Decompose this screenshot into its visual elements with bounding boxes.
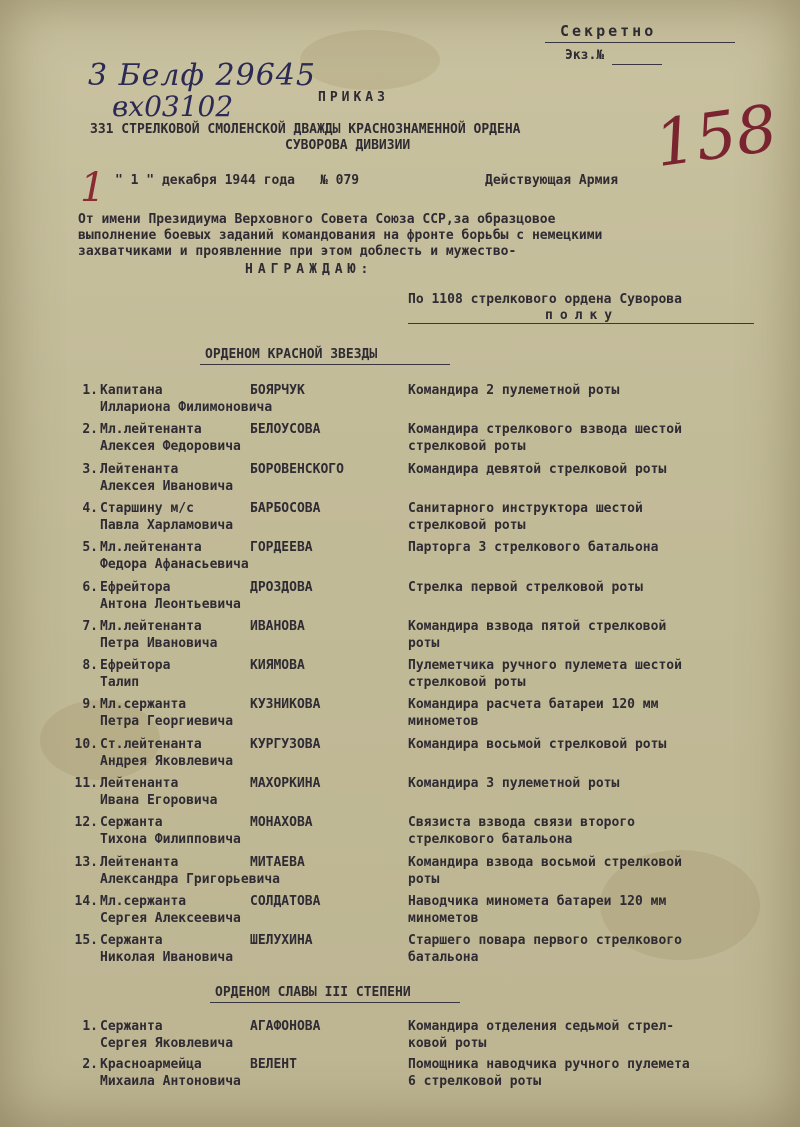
award-entry <box>0 580 800 620</box>
entry-rank: Ефрейтора <box>100 579 171 595</box>
entry-surname: СОЛДАТОВА <box>250 893 321 909</box>
entry-given-names: Петра Ивановича <box>100 635 218 651</box>
entry-position-line-2: роты <box>408 871 440 887</box>
order-date: " 1 " декабря 1944 года <box>115 173 296 188</box>
entry-position-line-2: роты <box>408 635 440 651</box>
entry-position-line-1: Пулеметчика ручного пулемета шестой <box>408 658 682 674</box>
entry-position-line-1: Связиста взвода связи второго <box>408 815 635 831</box>
entry-number: 1. <box>82 383 98 398</box>
award-entry <box>0 422 800 462</box>
entry-number: 15. <box>74 933 98 949</box>
preamble-line: выполнение боевых заданий командования на фронте борьбы с немецкими <box>78 228 603 243</box>
entry-number: 13. <box>74 854 98 870</box>
preamble-line: захватчиками и проявленние при этом доблесть и мужество- <box>78 244 517 259</box>
entry-number: 5. <box>82 540 98 556</box>
entry-given-names: Талип <box>100 675 140 691</box>
entry-given-names: Михаила Антоновича <box>100 1074 241 1089</box>
entry-position-line-2: батальона <box>408 950 479 966</box>
entry-position-line-1: Старшего повара первого стрелкового <box>408 933 682 949</box>
entry-surname: ШЕЛУХИНА <box>250 933 313 949</box>
entry-position-line-1: Санитарного инструктора шестой <box>408 500 643 516</box>
entry-rank: Сержанта <box>100 1019 163 1034</box>
award-entry <box>0 383 800 423</box>
award-entry <box>0 619 800 659</box>
entry-surname: МАХОРКИНА <box>250 776 321 791</box>
award-entry <box>0 540 800 580</box>
entry-surname: МИТАЕВА <box>250 854 305 870</box>
award-entry <box>0 1019 800 1059</box>
entry-surname: ДРОЗДОВА <box>250 579 313 595</box>
award-entry <box>0 933 800 973</box>
entry-number: 2. <box>82 422 98 438</box>
entry-number: 8. <box>82 658 98 674</box>
entry-position-line-1: Командира 2 пулеметной роты <box>408 383 620 398</box>
entry-surname: БОЯРЧУК <box>250 383 305 398</box>
secret-label: Секретно <box>560 22 657 40</box>
entry-number: 3. <box>82 461 98 477</box>
entry-surname: МОНАХОВА <box>250 815 313 831</box>
entry-rank: Сержанта <box>100 815 163 831</box>
section-underline <box>210 1002 460 1003</box>
entry-surname: ВЕЛЕНТ <box>250 1057 297 1072</box>
handwritten-page-number: 158 <box>650 91 782 183</box>
entry-given-names: Алексея Федоровича <box>100 439 241 455</box>
entry-position-line-2: минометов <box>408 910 479 926</box>
entry-given-names: Федора Афанасьевича <box>100 557 249 573</box>
entry-position-line-2: 6 стрелковой роты <box>408 1074 542 1089</box>
handwritten-incoming-number: вх03102 <box>112 90 234 123</box>
secret-underline <box>545 42 735 43</box>
entry-position-line-1: Командира расчета батареи 120 мм <box>408 697 659 713</box>
entry-given-names: Андрея Яковлевича <box>100 753 234 769</box>
entry-position-line-1: Помощника наводчика ручного пулемета <box>408 1057 690 1072</box>
entry-number: 1. <box>82 1019 98 1034</box>
entry-position-line-2: минометов <box>408 714 479 730</box>
regiment-line-1: По 1108 стрелкового ордена Суворова <box>408 292 682 307</box>
award-entry <box>0 815 800 855</box>
preamble-line: От имени Президиума Верховного Совета Союза ССР,за образцовое <box>78 212 556 227</box>
entry-surname: КИЯМОВА <box>250 658 305 674</box>
entry-position-line-1: Командира 3 пулеметной роты <box>408 776 620 791</box>
entry-position-line-2: стрелковой роты <box>408 439 526 455</box>
entry-surname: КУРГУЗОВА <box>250 736 321 752</box>
entry-position-line-1: Командира девятой стрелковой роты <box>408 461 667 477</box>
entry-rank: Мл.сержанта <box>100 697 187 713</box>
entry-surname: БОРОВЕНСКОГО <box>250 461 344 477</box>
award-entry <box>0 462 800 502</box>
order-location: Действующая Армия <box>485 173 619 188</box>
regiment-underline <box>408 323 754 324</box>
award-entry <box>0 737 800 777</box>
entry-given-names: Сергея Яковлевича <box>100 1036 234 1051</box>
entry-given-names: Павла Харламовича <box>100 517 234 533</box>
entry-rank: Мл.лейтенанта <box>100 422 202 438</box>
entry-position-line-2: стрелкового батальона <box>408 832 573 848</box>
entry-number: 2. <box>82 1057 98 1072</box>
award-entry <box>0 501 800 541</box>
award-entry <box>0 658 800 698</box>
award-heading: НАГРАЖДАЮ: <box>245 262 374 277</box>
entry-given-names: Ивана Егоровича <box>100 793 218 808</box>
entry-rank: Мл.лейтенанта <box>100 540 202 556</box>
entry-surname: АГАФОНОВА <box>250 1019 321 1034</box>
entry-surname: ГОРДЕЕВА <box>250 540 313 556</box>
entry-position-line-1: Командира взвода восьмой стрелковой <box>408 854 682 870</box>
entry-position-line-2: стрелковой роты <box>408 675 526 691</box>
entry-surname: ИВАНОВА <box>250 618 305 634</box>
division-line-1: 331 СТРЕЛКОВОЙ СМОЛЕНСКОЙ ДВАЖДЫ КРАСНОЗНАМЕННОЙ ОРДЕНА <box>90 122 521 137</box>
entry-number: 7. <box>82 618 98 634</box>
entry-given-names: Тихона Филипповича <box>100 832 241 848</box>
entry-number: 10. <box>74 736 98 752</box>
entry-given-names: Александра Григорьевича <box>100 871 281 887</box>
entry-rank: Лейтенанта <box>100 461 179 477</box>
entry-position-line-1: Командира стрелкового взвода шестой <box>408 422 682 438</box>
award-entry <box>0 697 800 737</box>
award-entry <box>0 1057 800 1097</box>
entry-number: 6. <box>82 579 98 595</box>
entry-rank: Ст.лейтенанта <box>100 736 202 752</box>
order-title: ПРИКАЗ <box>318 90 389 105</box>
entry-number: 4. <box>82 500 98 516</box>
entry-given-names: Иллариона Филимоновича <box>100 400 273 415</box>
division-line-2: СУВОРОВА ДИВИЗИИ <box>285 138 411 153</box>
entry-position-line-2: ковой роты <box>408 1036 487 1051</box>
preamble <box>78 212 758 260</box>
entry-position-line-1: Командира восьмой стрелковой роты <box>408 736 667 752</box>
copy-label: Экз.№ <box>565 48 605 63</box>
entry-position-line-1: Командира отделения седьмой стрел- <box>408 1019 675 1034</box>
entry-number: 9. <box>82 697 98 713</box>
entry-rank: Лейтенанта <box>100 854 179 870</box>
entry-position-line-1: Командира взвода пятой стрелковой <box>408 618 667 634</box>
entry-position-line-2: стрелковой роты <box>408 517 526 533</box>
entry-surname: КУЗНИКОВА <box>250 697 321 713</box>
entry-rank: Лейтенанта <box>100 776 179 791</box>
section-title: ОРДЕНОМ КРАСНОЙ ЗВЕЗДЫ <box>205 347 378 362</box>
entry-number: 11. <box>74 776 98 791</box>
section-title: ОРДЕНОМ СЛАВЫ III СТЕПЕНИ <box>215 985 411 1000</box>
award-entry <box>0 855 800 895</box>
regiment-line-2: полку <box>545 308 620 323</box>
entry-rank: Старшину м/с <box>100 500 194 516</box>
entry-rank: Мл.лейтенанта <box>100 618 202 634</box>
entry-position-line-1: Наводчика миномета батареи 120 мм <box>408 893 667 909</box>
entry-rank: Мл.сержанта <box>100 893 187 909</box>
entry-position-line-1: Стрелка первой стрелковой роты <box>408 579 643 595</box>
entry-position-line-1: Парторга 3 стрелкового батальона <box>408 540 659 556</box>
entry-rank: Капитана <box>100 383 163 398</box>
award-entry <box>0 776 800 816</box>
entry-given-names: Николая Ивановича <box>100 950 234 966</box>
entry-rank: Сержанта <box>100 933 163 949</box>
entry-given-names: Сергея Алексеевича <box>100 910 241 926</box>
copy-underline <box>612 64 662 65</box>
entry-number: 12. <box>74 815 98 831</box>
order-number: № 079 <box>320 173 360 188</box>
entry-rank: Ефрейтора <box>100 658 171 674</box>
section-underline <box>200 364 450 365</box>
entry-number: 14. <box>74 893 98 909</box>
entry-given-names: Антона Леонтьевича <box>100 596 241 612</box>
handwritten-registry: 3 Белф 29645 <box>88 58 316 93</box>
handwritten-day: 1 <box>80 165 106 211</box>
entry-given-names: Алексея Ивановича <box>100 478 234 494</box>
award-entry <box>0 894 800 934</box>
entry-rank: Красноармейца <box>100 1057 202 1072</box>
entry-surname: БЕЛОУСОВА <box>250 422 321 438</box>
entry-given-names: Петра Георгиевича <box>100 714 234 730</box>
entry-surname: БАРБОСОВА <box>250 500 321 516</box>
